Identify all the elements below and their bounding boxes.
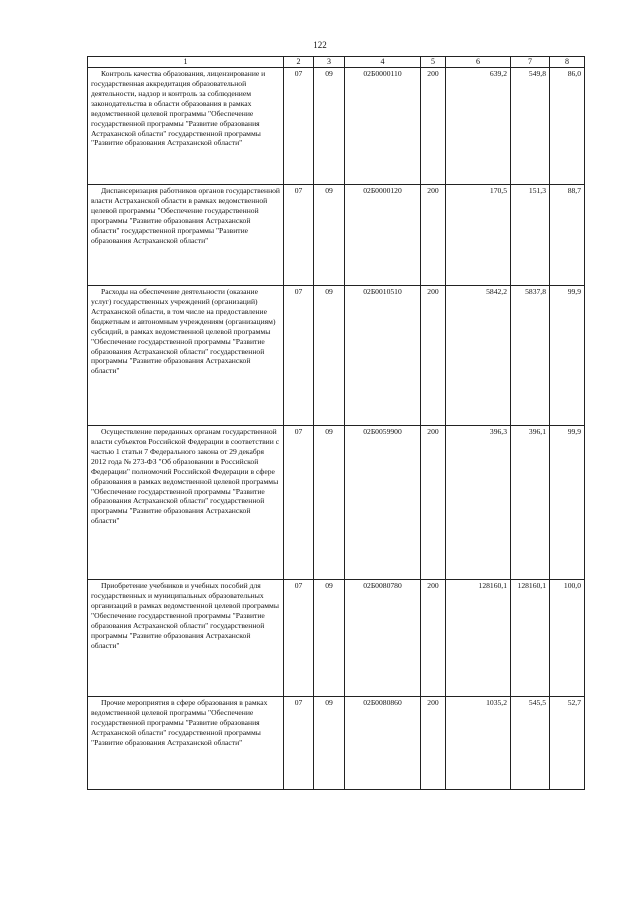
row-subsection: 09: [314, 697, 345, 790]
table-row: [88, 68, 585, 185]
row-expense-type: 200: [421, 697, 446, 790]
row-target-article: 02Б0010510: [345, 286, 421, 426]
row-subsection: 09: [314, 68, 345, 185]
header-col-8: 8: [550, 57, 585, 68]
row-col8-value: 99,9: [550, 426, 585, 580]
row-section: 07: [284, 286, 314, 426]
row-col7-value: 396,1: [511, 426, 550, 580]
row-description: Прочие мероприятия в сфере образования в рамках ведомственной целевой программы "Обеспечение государственной программы "Развитие образования Астраханской области" государственной программы "Развитие образования Астраханской области": [88, 697, 284, 790]
row-description: Диспансеризация работников органов государственной власти Астраханской области в рамках ведомственной целевой программы "Обеспечение государственной программы "Развитие образования Астраханской области" государственной программы "Развитие образования Астраханской области": [88, 185, 284, 286]
table-header-row: [88, 57, 585, 68]
row-col6-value: 1035,2: [446, 697, 511, 790]
row-col6-value: 170,5: [446, 185, 511, 286]
row-col8-value: 88,7: [550, 185, 585, 286]
row-section: 07: [284, 580, 314, 697]
row-subsection: 09: [314, 185, 345, 286]
row-target-article: 02Б0000110: [345, 68, 421, 185]
row-target-article: 02Б0059900: [345, 426, 421, 580]
table-row: [88, 426, 585, 580]
row-col7-value: 128160,1: [511, 580, 550, 697]
row-col7-value: 151,3: [511, 185, 550, 286]
row-subsection: 09: [314, 426, 345, 580]
row-col8-value: 52,7: [550, 697, 585, 790]
header-col-1: 1: [88, 57, 284, 68]
header-col-2: 2: [284, 57, 314, 68]
table-row: [88, 697, 585, 790]
row-section: 07: [284, 426, 314, 580]
row-target-article: 02Б0080780: [345, 580, 421, 697]
row-section: 07: [284, 68, 314, 185]
header-col-6: 6: [446, 57, 511, 68]
row-expense-type: 200: [421, 426, 446, 580]
page-number: 122: [313, 40, 327, 50]
header-col-4: 4: [345, 57, 421, 68]
row-expense-type: 200: [421, 68, 446, 185]
row-target-article: 02Б0000120: [345, 185, 421, 286]
table-row: [88, 185, 585, 286]
header-col-3: 3: [314, 57, 345, 68]
table-row: [88, 286, 585, 426]
row-description: Осуществление переданных органам государственной власти субъектов Российской Федерации в соответствии с частью 1 статьи 7 Федерального закона от 29 декабря 2012 года № 273-ФЗ "Об образовании в Российской Федерации" полномочий Российской Федерации в сфере образования в рамках ведомственной целевой программы "Обеспечение государственной программы "Развитие образования Астраханской области" государственной программы "Развитие образования Астраханской области": [88, 426, 284, 580]
row-expense-type: 200: [421, 580, 446, 697]
row-section: 07: [284, 185, 314, 286]
table-row: [88, 580, 585, 697]
row-description: Контроль качества образования, лицензирование и государственная аккредитация образовательной деятельности, надзор и контроль за соблюдением законодательства в области образования в рамках ведомственной целевой программы "Обеспечение государственной программы "Развитие образования Астраханской области" государственной программы "Развитие образования Астраханской области": [88, 68, 284, 185]
row-col6-value: 5842,2: [446, 286, 511, 426]
row-col7-value: 545,5: [511, 697, 550, 790]
header-col-7: 7: [511, 57, 550, 68]
row-col6-value: 128160,1: [446, 580, 511, 697]
row-target-article: 02Б0080860: [345, 697, 421, 790]
row-subsection: 09: [314, 580, 345, 697]
row-col8-value: 86,0: [550, 68, 585, 185]
row-expense-type: 200: [421, 286, 446, 426]
row-col6-value: 396,3: [446, 426, 511, 580]
row-col7-value: 549,8: [511, 68, 550, 185]
row-section: 07: [284, 697, 314, 790]
header-col-5: 5: [421, 57, 446, 68]
row-description: Приобретение учебников и учебных пособий для государственных и муниципальных образовательных организаций в рамках ведомственной целевой программы "Обеспечение государственной программы "Развитие образования Астраханской области" государственной программы "Развитие образования Астраханской области": [88, 580, 284, 697]
row-subsection: 09: [314, 286, 345, 426]
row-col8-value: 100,0: [550, 580, 585, 697]
budget-table: [87, 56, 585, 790]
row-col8-value: 99,9: [550, 286, 585, 426]
row-col6-value: 639,2: [446, 68, 511, 185]
row-col7-value: 5837,8: [511, 286, 550, 426]
row-expense-type: 200: [421, 185, 446, 286]
row-description: Расходы на обеспечение деятельности (оказание услуг) государственных учреждений (организаций) Астраханской области, в том числе на предоставление бюджетным и автономным учреждениям (организациям) субсидий, в рамках ведомственной целевой программы "Обеспечение государственной программы "Развитие образования Астраханской области" государственной программы "Развитие образования Астраханской области": [88, 286, 284, 426]
